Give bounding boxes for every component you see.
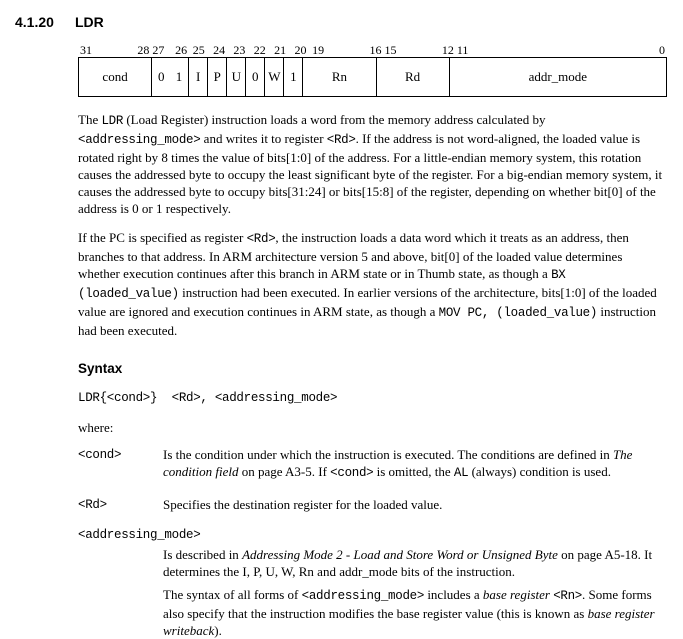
text-run: If the PC is specified as register	[78, 230, 247, 245]
bitfield-cell-I: I	[189, 58, 208, 96]
text-run: instruction had been executed.	[78, 304, 656, 338]
bit-number-label: 12	[441, 43, 454, 57]
bit-number-bit-22	[250, 43, 270, 57]
content-column	[78, 43, 667, 639]
bit-number-cond	[79, 43, 151, 57]
bitfield-cell-addr-mode: addr_mode	[528, 69, 588, 84]
section-number: 4.1.20	[15, 14, 54, 30]
bit-number-label: 26	[175, 43, 188, 57]
text-run: Is the condition under which the instruction is executed. The conditions are defined in	[163, 447, 613, 462]
text-run: (Load Register) instruction loads a word from the memory address calculated by	[123, 112, 546, 127]
text-run: <Rn>	[553, 589, 583, 603]
text-run: . Some forms also specify that the instruction modifies the base register value (this is known as	[163, 587, 652, 621]
bit-number-label: 28	[137, 43, 150, 57]
bitfield-cell-P: P	[208, 58, 227, 96]
text-run: Specifies the destination register for the loaded value.	[163, 497, 443, 512]
bitfield-cell-bit-22: 0	[246, 58, 265, 96]
text-run: (always) condition is used.	[468, 464, 611, 479]
definition-term-addressing-mode: <addressing_mode>	[78, 528, 201, 542]
syntax-heading: Syntax	[78, 361, 123, 376]
bit-number-W	[270, 43, 290, 57]
definition-cond	[78, 446, 667, 482]
text-run: . If the address is not word-aligned, the loaded value is rotated right by 8 times the value of bits[1:0] of the address. For a little-endian memory system, this rotation causes the addressed byte to occupy the least significant byte of the register. For a big-endian memory system, it causes the addressed byte to occupy bits[31:24] or bits[15:8] of the register, depending on whether bit[0] of the address is 0 or 1 respectively.	[78, 131, 663, 216]
description-paragraph-1	[78, 111, 667, 217]
description-paragraph-2	[78, 229, 667, 339]
definition-desc-addressing-mode-1	[163, 546, 667, 580]
bitfield-row	[78, 57, 667, 97]
definition-desc-cond	[163, 446, 667, 482]
page-title: LDR	[75, 14, 104, 30]
bit-number-label: 11	[456, 43, 469, 57]
bit-number-bit-20	[291, 43, 311, 57]
definition-rd	[78, 496, 667, 514]
definition-addressing-mode	[78, 526, 667, 639]
bit-number-addr-mode	[456, 43, 666, 57]
text-run: <Rd>	[326, 133, 356, 147]
bit-number-label: 27	[152, 43, 165, 57]
text-run: <addressing_mode>	[301, 589, 425, 603]
bit-number-label: 22	[253, 43, 266, 57]
bit-number-label: 21	[274, 43, 287, 57]
text-run: The	[78, 112, 102, 127]
bit-number-label: 16	[369, 43, 382, 57]
text-run: LDR	[101, 114, 124, 128]
bit-number-label: 25	[192, 43, 205, 57]
bit-number-label: 19	[312, 43, 325, 57]
text-run: The syntax of all forms of	[163, 587, 302, 602]
text-run: BX (loaded_value)	[78, 268, 566, 301]
text-run: <cond>	[330, 466, 374, 480]
text-run: base register writeback	[163, 606, 655, 638]
text-run: ).	[214, 623, 222, 638]
definition-desc-rd	[163, 496, 667, 513]
text-run: includes a	[424, 587, 483, 602]
text-run: AL	[453, 466, 469, 480]
text-run: <Rd>	[246, 232, 276, 246]
bitfield-cell-W: W	[265, 58, 284, 96]
text-run: , the instruction loads a data word which it treats as an address, then branches to that address. In ARM architecture version 5 and above, bit[0] of the loaded value determines whether execution continues after this branch in ARM state or in Thumb state, as though a	[78, 230, 629, 281]
definition-desc-addressing-mode-2	[163, 586, 667, 639]
bit-number-U	[230, 43, 250, 57]
bit-number-label: 20	[294, 43, 307, 57]
definition-list	[78, 446, 667, 639]
bit-number-label: 0	[659, 43, 665, 57]
definition-term-rd: <Rd>	[78, 498, 107, 512]
bit-number-bits-27-26	[151, 43, 189, 57]
where-label: where:	[78, 420, 114, 435]
bit-number-label: 24	[213, 43, 226, 57]
bitfield-cell-cond: cond	[79, 58, 152, 96]
bit-number-label: 23	[233, 43, 246, 57]
bit-number-I	[189, 43, 209, 57]
syntax-code: LDR{<cond>} <Rd>, <addressing_mode>	[78, 391, 338, 405]
bit-number-label: 15	[384, 43, 397, 57]
bitfield-cell-bits-27-26: 0 1	[152, 58, 189, 96]
bit-number-Rd	[384, 43, 456, 57]
bit-number-P	[209, 43, 229, 57]
text-run: instruction had been executed. In earlier versions of the architecture, bits[1:0] of the loaded value are ignored and execution continues in ARM state, as though a	[78, 285, 657, 319]
bit-number-label: 31	[80, 43, 92, 57]
bit-numbers-row	[78, 43, 667, 57]
text-run: The condition field	[163, 447, 633, 479]
text-run: <addressing_mode>	[78, 133, 201, 147]
text-run: Addressing Mode 2 - Load and Store Word or Unsigned Byte	[242, 547, 558, 562]
text-run: and writes it to register	[200, 131, 327, 146]
section-heading	[0, 14, 683, 30]
bit-number-Rn	[311, 43, 383, 57]
text-run: is omitted, the	[373, 464, 454, 479]
text-run: base register	[482, 587, 550, 602]
text-run: MOV PC, (loaded_value)	[438, 306, 598, 320]
bitfield-cell-Rn: Rn	[303, 58, 376, 96]
text-run: on page A3-5. If	[238, 464, 331, 479]
definition-term-cond: <cond>	[78, 448, 122, 462]
bitfield-cell-Rd: Rd	[377, 58, 450, 96]
bitfield-cell-U: U	[227, 58, 246, 96]
text-run: on page A5-18. It determines the I, P, U, W, Rn and addr_mode bits of the instruction.	[163, 547, 653, 579]
bitfield-cell-bit-20: 1	[284, 58, 303, 96]
text-run: Is described in	[163, 547, 243, 562]
